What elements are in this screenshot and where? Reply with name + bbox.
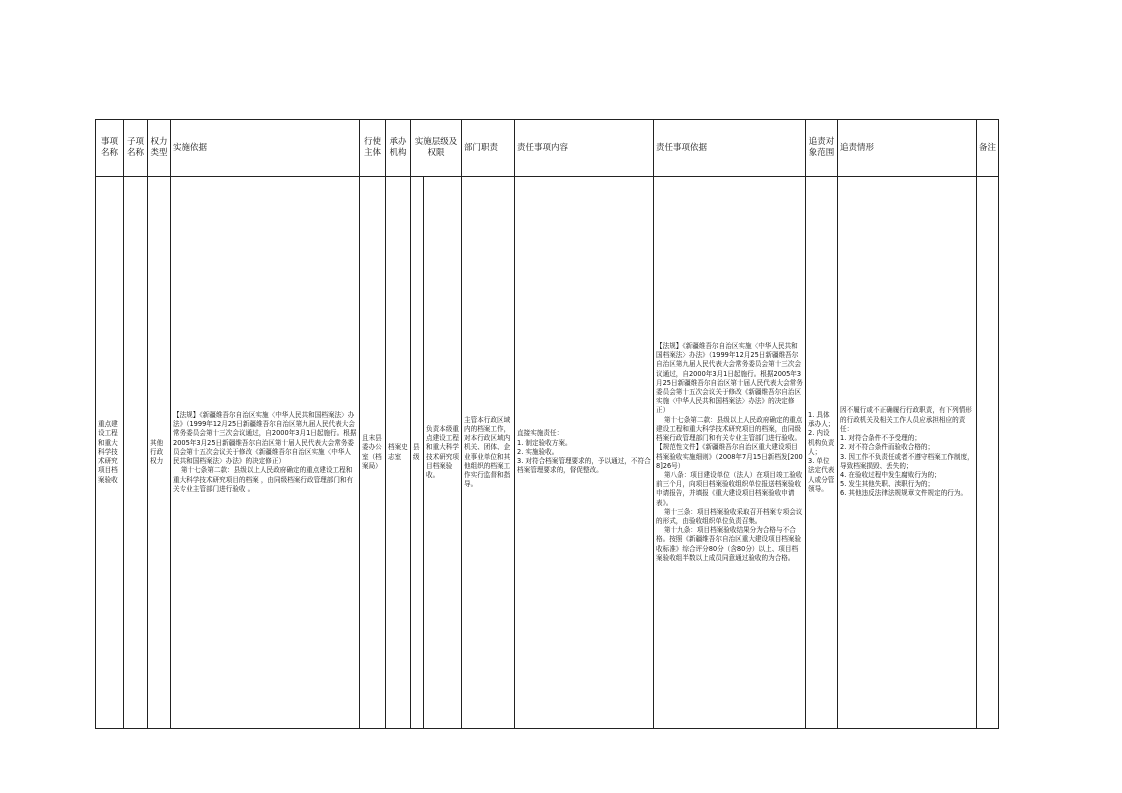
header-accountability-scope: 追责对象范围 xyxy=(806,120,838,177)
header-item-name: 事项名称 xyxy=(96,120,124,177)
cell-subject: 且末县委办公室（档案局） xyxy=(360,177,386,729)
header-remarks: 备注 xyxy=(977,120,999,177)
header-subject: 行使主体 xyxy=(360,120,386,177)
table-header-row xyxy=(96,120,999,177)
header-resp-basis: 责任事项依据 xyxy=(654,120,806,177)
scope-line: 2. 内设机构负责人； xyxy=(808,429,835,456)
cell-resp-basis xyxy=(654,177,806,729)
cell-resp-content xyxy=(515,177,654,729)
cases-line: 因不履行或不正确履行行政职责，有下列情形的行政机关及相关工作人员应承担相应的责任： xyxy=(840,406,972,433)
header-level: 实施层级及权限 xyxy=(411,120,462,177)
resp-content-line: 3. 对符合档案管理要求的，予以通过，不符合档案管理要求的，督促整改。 xyxy=(517,457,651,475)
header-duty: 部门职责 xyxy=(462,120,515,177)
cell-level-a: 县级 xyxy=(411,177,424,729)
cases-line: 5. 发生其他失职、渎职行为的； xyxy=(840,480,935,489)
cell-accountability-cases xyxy=(838,177,977,729)
header-power-type: 权力类型 xyxy=(148,120,171,177)
cell-basis xyxy=(171,177,360,729)
cases-line: 2. 对不符合条件而验收合格的； xyxy=(840,443,935,452)
resp-basis-paragraph: 第十九条：项目档案验收结果分为合格与不合格。按照《新疆维吾尔自治区重大建设项目档案验收标准》综合评分80分（含80分）以上、项目档案验收组半数以上成员同意通过验收的为合格。 xyxy=(656,526,802,562)
cell-sub-item-name xyxy=(124,177,148,729)
header-resp-content: 责任事项内容 xyxy=(515,120,654,177)
resp-basis-paragraph: 第十三条：项目档案验收采取召开档案专项会议的形式，由验收组织单位负责召集。 xyxy=(656,507,803,525)
cell-handling-org: 档案史志室 xyxy=(386,177,411,729)
scope-line: 3. 单位法定代表人或分管领导。 xyxy=(808,457,835,493)
cell-duty: 主管本行政区域内的档案工作，对本行政区域内机关、团体、企业事业单位和其他组织的档案工作实行监督和指导。 xyxy=(462,177,515,729)
header-basis: 实施依据 xyxy=(171,120,360,177)
cases-line: 4. 在验收过程中发生腐败行为的； xyxy=(840,470,941,479)
scope-line: 1. 具体承办人； xyxy=(808,411,835,429)
table-row xyxy=(96,177,999,729)
cases-line: 3. 因工作不负责任或者不遵守档案工作制度，导致档案损毁、丢失的； xyxy=(840,452,974,470)
cell-item-name: 重点建设工程和重大科学技术研究项目档案验收 xyxy=(96,177,124,729)
cases-line: 6. 其他违反法律法规规章文件规定的行为。 xyxy=(840,489,968,498)
resp-content-line: 2. 实施验收。 xyxy=(517,447,559,456)
cell-remarks xyxy=(977,177,999,729)
resp-basis-paragraph: 【规范性文件】《新疆维吾尔自治区重大建设项目档案验收实施细则》（2008年7月15日新档发[2008]26号） xyxy=(656,443,803,470)
header-accountability-cases: 追责情形 xyxy=(838,120,977,177)
cell-power-type: 其他行政权力 xyxy=(148,177,171,729)
resp-content-line: 直接实施责任： xyxy=(517,429,564,438)
resp-basis-paragraph: 第八条：项目建设单位（法人）在项目竣工验收前三个月，向项目档案验收组织单位报送档案验收申请报告，并填报《重大建设项目档案验收申请表》。 xyxy=(656,470,803,507)
header-handling-org: 承办机构 xyxy=(386,120,411,177)
cell-level-b: 负责本级重点建设工程和重大科学技术研究项目档案验收。 xyxy=(424,177,462,729)
resp-content-line: 1. 制定验收方案。 xyxy=(517,438,572,447)
resp-basis-paragraph: 第十七条第二款：县级以上人民政府确定的重点建设工程和重大科学技术研究项目的档案，由同级档案行政管理部门和有关专业主管部门进行验收。 xyxy=(656,415,803,443)
basis-paragraph: 【法规】《新疆维吾尔自治区实施〈中华人民共和国档案法〉办法》（1999年12月25日新疆维吾尔自治区第九届人民代表大会常务委员会第十三次会议通过，自2000年3月1日起施行。根据2005年3月25日新疆维吾尔自治区第十届人民代表大会常务委员会第十五次会议关于修改《新疆维吾尔自治区实施〈中华人民共和国档案法〉办法》的决定修正） xyxy=(173,411,357,466)
cases-line: 1. 对符合条件不予受理的； xyxy=(840,434,921,443)
cell-accountability-scope xyxy=(806,177,838,729)
basis-paragraph: 第十七条第二款：县级以上人民政府确定的重点建设工程和重大科学技术研究项目的档案 ，由同级档案行政管理部门和有关专业主管部门进行验收 。 xyxy=(173,466,354,493)
header-sub-item-name: 子项名称 xyxy=(124,120,148,177)
responsibility-table xyxy=(95,119,999,729)
resp-basis-paragraph: 【法规】《新疆维吾尔自治区实施〈中华人民共和国档案法〉办法》（1999年12月25日新疆维吾尔自治区第九届人民代表大会常务委员会第十三次会议通过，自2000年3月1日起施行。根据2005年3月25日新疆维吾尔自治区第十届人民代表大会常务委员会第十五次会议关于修改《新疆维吾尔自治区实施〈中华人民共和国档案法〉办法》的决定修正） xyxy=(656,342,803,415)
